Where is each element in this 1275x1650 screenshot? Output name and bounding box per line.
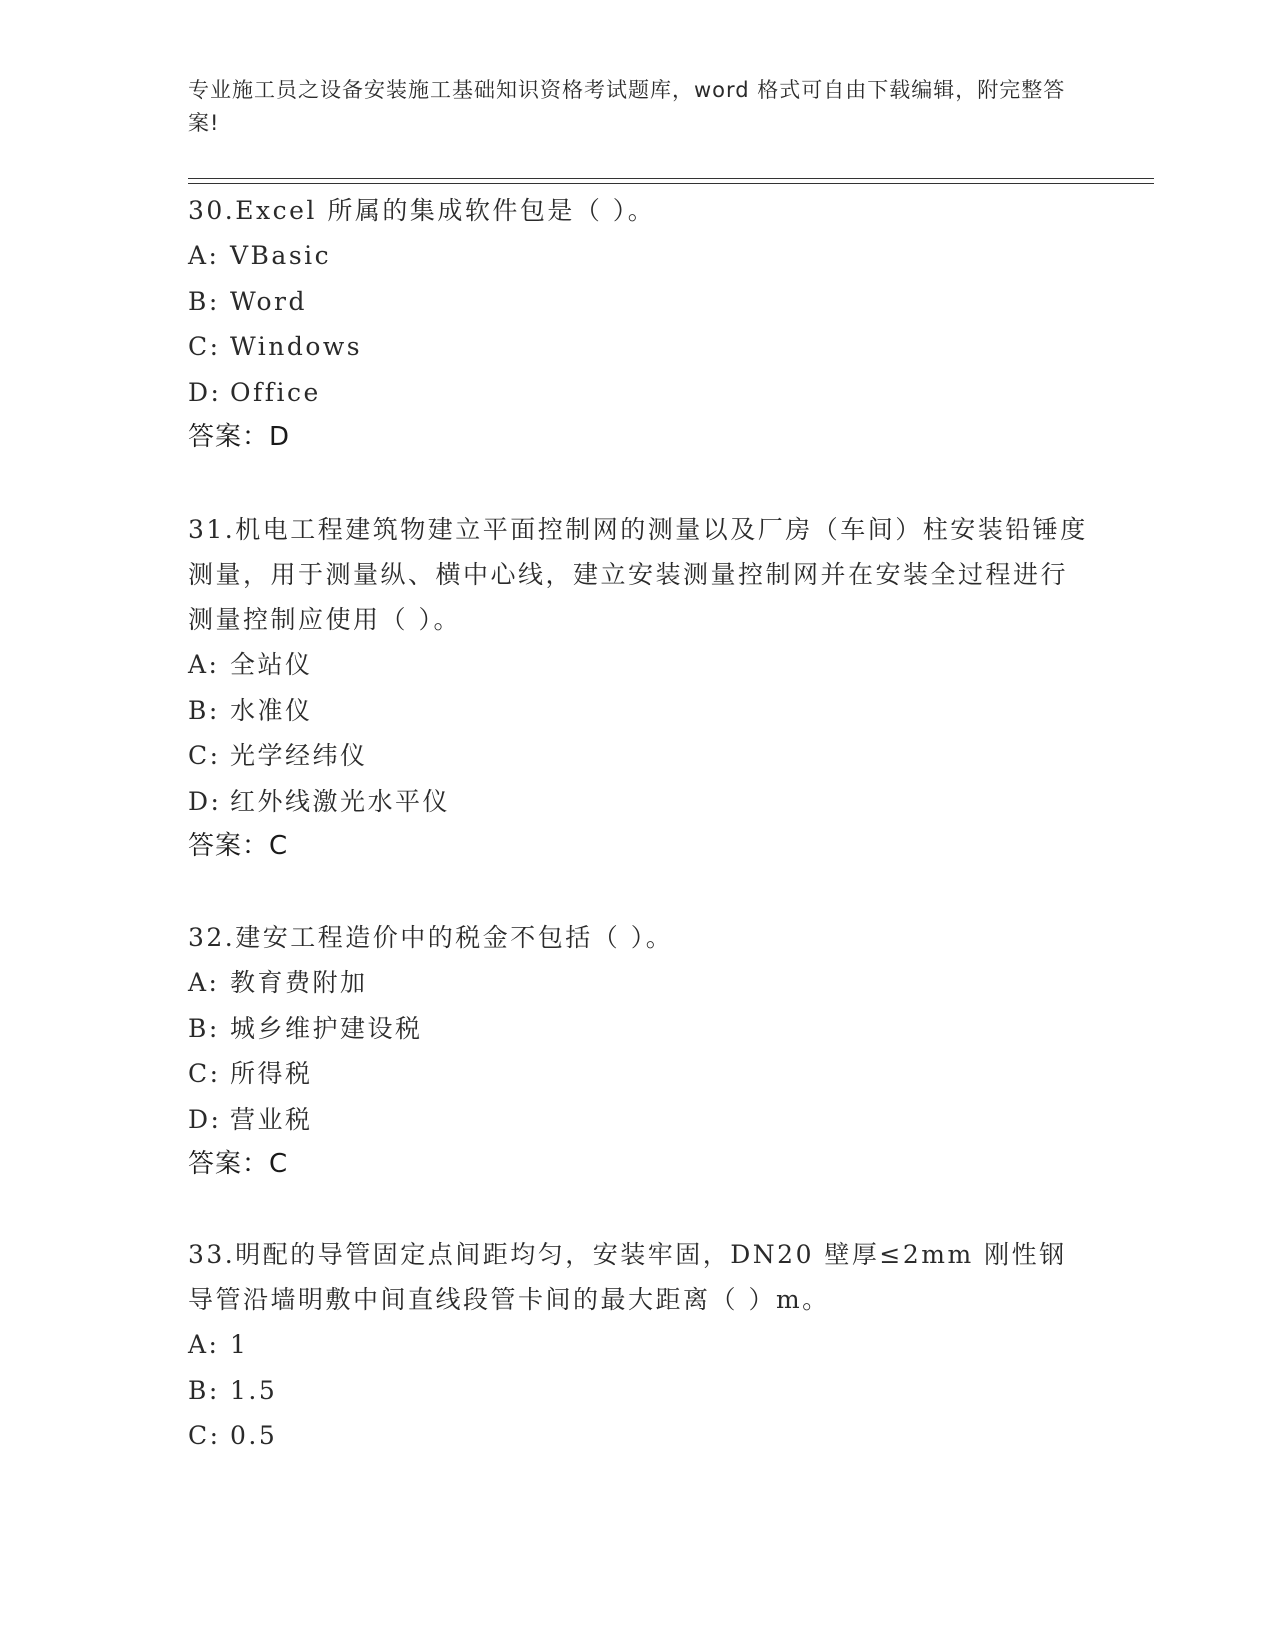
header-divider-line-second bbox=[188, 183, 1154, 184]
option-text: 光学经纬仪 bbox=[230, 741, 368, 770]
option-text: Office bbox=[230, 377, 321, 407]
option-key: D: bbox=[188, 1104, 222, 1134]
option-text: 水准仪 bbox=[230, 695, 313, 725]
option-d bbox=[188, 779, 1088, 825]
option-a bbox=[188, 233, 1088, 279]
option-key: A: bbox=[188, 241, 220, 270]
question-stem: 32.建安工程造价中的税金不包括（ ）。 bbox=[188, 923, 674, 952]
option-c bbox=[188, 1413, 1088, 1459]
option-c bbox=[188, 1051, 1088, 1097]
option-key: A: bbox=[188, 650, 220, 679]
option-text: 全站仪 bbox=[230, 650, 313, 679]
option-key: D: bbox=[188, 377, 222, 407]
option-text: 教育费附加 bbox=[230, 968, 368, 997]
answer-line: 答案：C bbox=[188, 1149, 289, 1179]
option-c bbox=[188, 324, 1088, 370]
answer-line: 答案：C bbox=[188, 831, 289, 861]
option-text: Word bbox=[230, 286, 308, 316]
question-31 bbox=[188, 507, 1088, 869]
option-key: C: bbox=[188, 741, 221, 770]
option-key: C: bbox=[188, 1421, 221, 1450]
option-key: B: bbox=[188, 1375, 220, 1405]
question-stem: 31.机电工程建筑物建立平面控制网的测量以及厂房（车间）柱安装铅锤度测量，用于测量纵、横中心线，建立安装测量控制网并在安装全过程进行测量控制应使用（ ）。 bbox=[188, 515, 1088, 634]
option-key: B: bbox=[188, 286, 220, 316]
header-divider-line bbox=[188, 178, 1154, 179]
question-stem: 33.明配的导管固定点间距均匀，安装牢固，DN20 壁厚≤2mm 刚性钢导管沿墙明敷中间直线段管卡间的最大距离（ ）m。 bbox=[188, 1240, 1067, 1314]
option-b bbox=[188, 688, 1088, 734]
option-d bbox=[188, 370, 1088, 416]
option-a bbox=[188, 1322, 1088, 1368]
answer-line: 答案：D bbox=[188, 422, 291, 452]
option-text: 城乡维护建设税 bbox=[230, 1013, 423, 1043]
option-key: D: bbox=[188, 786, 222, 816]
option-text: 1 bbox=[230, 1330, 249, 1359]
option-key: A: bbox=[188, 1330, 220, 1359]
option-text: 营业税 bbox=[230, 1104, 313, 1134]
option-text: 0.5 bbox=[230, 1421, 278, 1450]
option-a bbox=[188, 960, 1088, 1006]
option-key: B: bbox=[188, 1013, 220, 1043]
question-32 bbox=[188, 915, 1088, 1187]
option-a bbox=[188, 642, 1088, 688]
option-text: Windows bbox=[230, 332, 363, 361]
option-d bbox=[188, 1097, 1088, 1143]
option-text: 所得税 bbox=[230, 1059, 313, 1088]
question-30 bbox=[188, 188, 1088, 460]
option-text: VBasic bbox=[230, 241, 332, 270]
question-stem: 30.Excel 所属的集成软件包是（ ）。 bbox=[188, 196, 656, 225]
option-b bbox=[188, 279, 1088, 325]
option-b bbox=[188, 1006, 1088, 1052]
option-c bbox=[188, 733, 1088, 779]
option-text: 红外线激光水平仪 bbox=[230, 786, 451, 816]
question-33 bbox=[188, 1232, 1088, 1459]
option-key: A: bbox=[188, 968, 220, 997]
option-text: 1.5 bbox=[230, 1375, 278, 1405]
option-key: C: bbox=[188, 332, 221, 361]
option-b bbox=[188, 1368, 1088, 1414]
option-key: B: bbox=[188, 695, 220, 725]
option-key: C: bbox=[188, 1059, 221, 1088]
document-header: 专业施工员之设备安装施工基础知识资格考试题库，word 格式可自由下载编辑，附完整答案! bbox=[188, 78, 1066, 135]
